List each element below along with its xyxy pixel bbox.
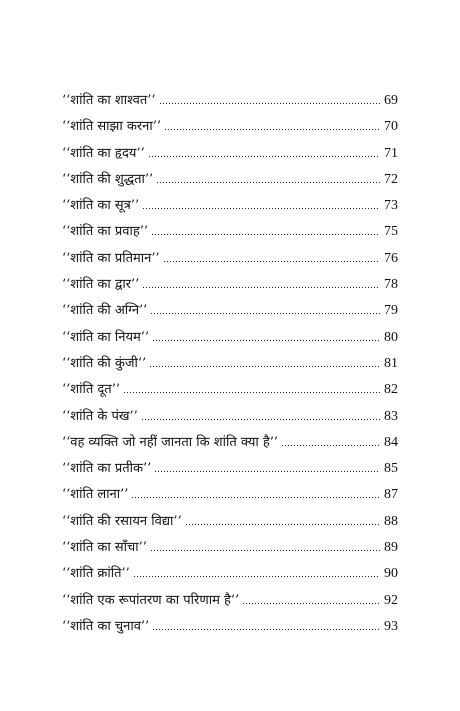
dot-leader bbox=[141, 407, 380, 421]
toc-page-number: 83 bbox=[384, 408, 398, 424]
toc-entry[interactable] bbox=[62, 614, 398, 640]
toc-page-number: 85 bbox=[384, 461, 398, 477]
toc-page-number: 90 bbox=[384, 566, 398, 582]
dot-leader bbox=[159, 91, 381, 105]
toc-entry[interactable] bbox=[62, 246, 398, 272]
dot-leader bbox=[185, 512, 380, 526]
toc-page-number: 78 bbox=[384, 277, 398, 293]
toc-entry-title: ‘‘शांति का प्रतीक’’ bbox=[62, 461, 152, 477]
toc-entry-title: ‘‘शांति क्रांति’’ bbox=[62, 566, 130, 582]
toc-entry[interactable] bbox=[62, 404, 398, 430]
toc-entry[interactable] bbox=[62, 272, 398, 298]
toc-entry[interactable] bbox=[62, 167, 398, 193]
toc-page-number: 79 bbox=[384, 303, 398, 319]
toc-entry[interactable] bbox=[62, 430, 398, 456]
toc-entry-title: ‘‘शांति लाना’’ bbox=[62, 487, 129, 503]
toc-entry[interactable] bbox=[62, 141, 398, 167]
dot-leader bbox=[163, 249, 380, 263]
dot-leader bbox=[151, 222, 380, 236]
toc-entry[interactable] bbox=[62, 377, 398, 403]
toc-page-number: 84 bbox=[384, 434, 398, 450]
dot-leader bbox=[133, 564, 380, 578]
toc-entry-title: ‘‘शांति का प्रवाह’’ bbox=[62, 224, 149, 240]
toc-page-number: 93 bbox=[384, 618, 398, 634]
toc-entry-title: ‘‘शांति का चुनाव’’ bbox=[62, 618, 150, 634]
toc-entry-title: ‘‘शांति का शाश्वत’’ bbox=[62, 93, 156, 108]
toc-entry[interactable] bbox=[62, 561, 398, 587]
toc-entry-title: ‘‘शांति का साँचा’’ bbox=[62, 540, 147, 556]
toc-entry-title: ‘‘शांति का सूत्र’’ bbox=[62, 198, 140, 214]
toc-entry[interactable] bbox=[62, 325, 398, 351]
toc-entry[interactable] bbox=[62, 219, 398, 245]
toc-entry-title: ‘‘शांति की रसायन विद्या’’ bbox=[62, 513, 182, 529]
dot-leader bbox=[142, 196, 380, 210]
toc-entry-title: ‘‘शांति साझा करना’’ bbox=[62, 119, 162, 135]
dot-leader bbox=[149, 354, 380, 368]
toc-entry-title: ‘‘शांति के पंख’’ bbox=[62, 408, 138, 424]
toc-entry-title: ‘‘शांति की शुद्धता’’ bbox=[62, 171, 154, 187]
dot-leader bbox=[152, 617, 380, 631]
toc-entry-title: ‘‘शांति का प्रतिमान’’ bbox=[62, 250, 160, 266]
toc-page-number: 73 bbox=[384, 198, 398, 214]
dot-leader bbox=[123, 380, 380, 394]
toc-page-number: 75 bbox=[384, 224, 398, 240]
toc-page-number: 81 bbox=[384, 355, 398, 371]
toc-entry[interactable] bbox=[62, 193, 398, 219]
dot-leader bbox=[150, 538, 380, 552]
dot-leader bbox=[148, 144, 380, 158]
toc-entry-title: ‘‘शांति एक रूपांतरण का परिणाम है’’ bbox=[62, 592, 240, 608]
dot-leader bbox=[152, 328, 380, 342]
toc-page-number: 76 bbox=[384, 250, 398, 266]
toc-entry[interactable] bbox=[62, 456, 398, 482]
toc-entry-title: ‘‘शांति का हृदय’’ bbox=[62, 145, 145, 161]
toc-page-number: 72 bbox=[384, 171, 398, 187]
toc-page-number: 82 bbox=[384, 382, 398, 398]
dot-leader bbox=[131, 485, 380, 499]
toc-page-number: 80 bbox=[384, 329, 398, 345]
toc-page-number: 92 bbox=[384, 592, 398, 608]
toc-entry-title: ‘‘शांति की कुंजी’’ bbox=[62, 355, 147, 371]
toc-entry[interactable] bbox=[62, 351, 398, 377]
toc-entry-title: ‘‘शांति की अग्नि’’ bbox=[62, 303, 148, 319]
toc-entry-title: ‘‘वह व्यक्ति जो नहीं जानता कि शांति क्या है’’ bbox=[62, 434, 279, 450]
toc-entry-title: ‘‘शांति का नियम’’ bbox=[62, 329, 150, 345]
toc-entry[interactable] bbox=[62, 509, 398, 535]
dot-leader bbox=[150, 301, 380, 315]
dot-leader bbox=[154, 459, 380, 473]
table-of-contents bbox=[62, 88, 398, 640]
dot-leader bbox=[142, 275, 380, 289]
toc-entry[interactable] bbox=[62, 588, 398, 614]
dot-leader bbox=[281, 433, 380, 447]
toc-entry-title: ‘‘शांति दूत’’ bbox=[62, 382, 120, 398]
toc-page-number: 87 bbox=[384, 487, 398, 503]
toc-entry[interactable] bbox=[62, 88, 398, 114]
dot-leader bbox=[156, 170, 380, 184]
toc-page-number: 71 bbox=[384, 145, 398, 161]
toc-entry-title: ‘‘शांति का द्वार’’ bbox=[62, 277, 140, 293]
toc-entry[interactable] bbox=[62, 535, 398, 561]
toc-page-number: 88 bbox=[384, 513, 398, 529]
toc-entry[interactable] bbox=[62, 298, 398, 324]
toc-entry[interactable] bbox=[62, 482, 398, 508]
toc-page-number: 89 bbox=[384, 540, 398, 556]
toc-page-number: 70 bbox=[384, 119, 398, 135]
toc-page-number: 69 bbox=[384, 93, 398, 108]
toc-entry[interactable] bbox=[62, 114, 398, 140]
dot-leader bbox=[242, 591, 380, 605]
dot-leader bbox=[164, 117, 380, 131]
